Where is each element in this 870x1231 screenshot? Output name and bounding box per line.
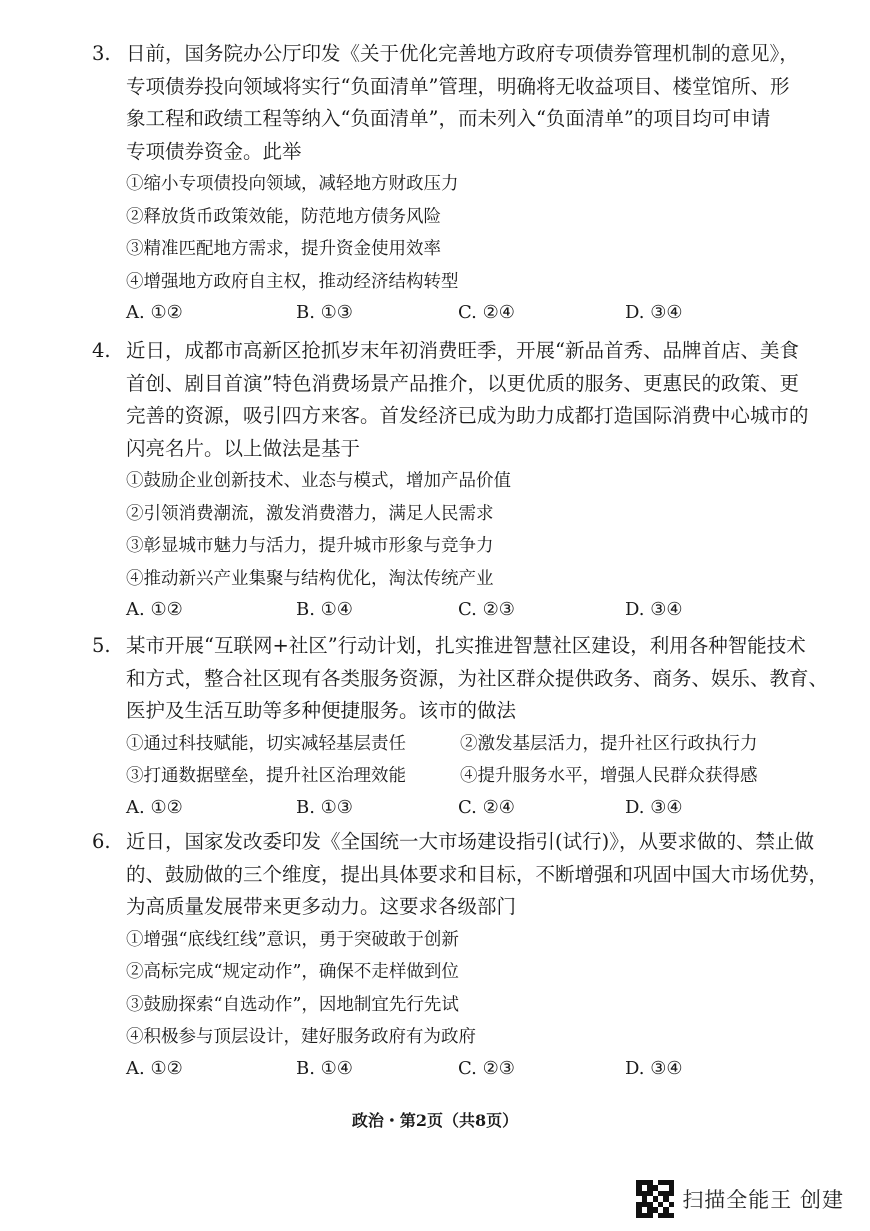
question-6 [92,826,829,1084]
answer-choice-a: A. ①② [126,796,183,818]
answer-choice-b: B. ①③ [296,796,353,818]
question-stem-line: 首创、剧目首演”特色消费场景产品推介，以更优质的服务、更惠民的政策、更 [126,371,799,395]
statement-option-row [92,728,782,761]
question-stem-line: 的、鼓励做的三个维度，提出具体要求和目标，不断增强和巩固中国大市场优势， [126,862,829,886]
statement-option: ④推动新兴产业集聚与结构优化，淘汰传统产业 [126,568,494,589]
answer-choices [92,298,782,328]
statement-option: ②激发基层活力，提升社区行政执行力 [460,733,758,754]
answer-choice-d: D. ③④ [625,599,683,620]
statement-option: ①通过科技赋能，切实减轻基层责任 [126,733,406,754]
statement-option: ②高标完成“规定动作”，确保不走样做到位 [126,962,459,982]
question-number: 3. [92,42,111,65]
question-number: 4. [92,339,111,362]
question-stem-line: 专项债券资金。此举 [126,139,302,163]
question-stem-line: 日前，国务院办公厅印发《关于优化完善地方政府专项债券管理机制的意见》， [126,42,799,65]
question-stem-line: 医护及生活互助等多种便捷服务。该市的做法 [126,699,517,722]
statement-option-row [92,760,782,793]
question-stem-line: 近日，国家发改委印发《全国统一大市场建设指引(试行)》，从要求做的、禁止做 [126,830,814,853]
answer-choice-a: A. ①② [126,1057,183,1079]
answer-choices [92,1054,782,1084]
question-stem-line: 完善的资源，吸引四方来客。首发经济已成为助力成都打造国际消费中心城市的 [126,404,809,427]
answer-choice-b: B. ①③ [296,302,353,323]
answer-choice-c: C. ②③ [458,1057,515,1079]
statement-option: ③打通数据壁垒，提升社区治理效能 [126,766,406,786]
statement-option: ④增强地方政府自主权，推动经济结构转型 [126,271,459,292]
answer-choice-d: D. ③④ [625,302,683,323]
statement-option: ③精准匹配地方需求，提升资金使用效率 [126,239,441,259]
answer-choices [92,793,782,823]
answer-choice-d: D. ③④ [625,1057,683,1079]
answer-choices [92,595,782,625]
page-footer: 政治・第2页（共8页） [351,1111,519,1130]
qr-code-icon [636,1180,674,1218]
question-stem-line: 近日，成都市高新区抢抓岁末年初消费旺季，开展“新品首秀、品牌首店、美食 [126,339,799,362]
answer-choice-b: B. ①④ [296,1057,353,1079]
answer-choice-a: A. ①② [126,599,183,620]
question-stem-line: 某市开展“互联网+社区”行动计划，扎实推进智慧社区建设，利用各种智能技术 [126,634,806,657]
question-number: 5. [92,634,111,657]
answer-choice-d: D. ③④ [625,796,683,818]
answer-choice-c: C. ②④ [458,302,515,323]
question-5 [92,630,829,823]
scanner-watermark-text: 扫描全能王 创建 [682,1188,844,1212]
statement-option: ③彰显城市魅力与活力，提升城市形象与竞争力 [126,536,494,556]
question-number: 6. [92,830,111,853]
statement-option: ①缩小专项债投向领域，减轻地方财政压力 [126,174,459,194]
question-stem-line: 专项债券投向领域将实行“负面清单”管理，明确将无收益项目、楼堂馆所、形 [126,74,790,98]
question-3 [92,38,799,328]
question-stem-line: 为高质量发展带来更多动力。这要求各级部门 [126,895,517,918]
scanner-watermark [636,1180,844,1218]
question-stem-line: 和方式，整合社区现有各类服务资源，为社区群众提供政务、商务、娱乐、教育、 [126,666,829,690]
statement-option: ③鼓励探索“自选动作”，因地制宜先行先试 [126,994,459,1015]
answer-choice-a: A. ①② [126,302,183,323]
statement-option: ④积极参与顶层设计，建好服务政府有为政府 [126,1027,476,1047]
answer-choice-c: C. ②④ [458,796,515,818]
statement-option: ④提升服务水平，增强人民群众获得感 [460,766,758,786]
statement-option: ①增强“底线红线”意识，勇于突破敢于创新 [126,929,459,950]
statement-option: ①鼓励企业创新技术、业态与模式，增加产品价值 [126,471,511,491]
statement-option: ②释放货币政策效能，防范地方债务风险 [126,206,441,227]
question-stem-line: 闪亮名片。以上做法是基于 [126,436,361,460]
question-stem-line: 象工程和政绩工程等纳入“负面清单”，而未列入“负面清单”的项目均可申请 [126,107,771,130]
question-4 [92,335,809,625]
answer-choice-c: C. ②③ [458,599,515,620]
statement-option: ②引领消费潮流，激发消费潜力，满足人民需求 [126,503,494,524]
answer-choice-b: B. ①④ [296,599,353,620]
